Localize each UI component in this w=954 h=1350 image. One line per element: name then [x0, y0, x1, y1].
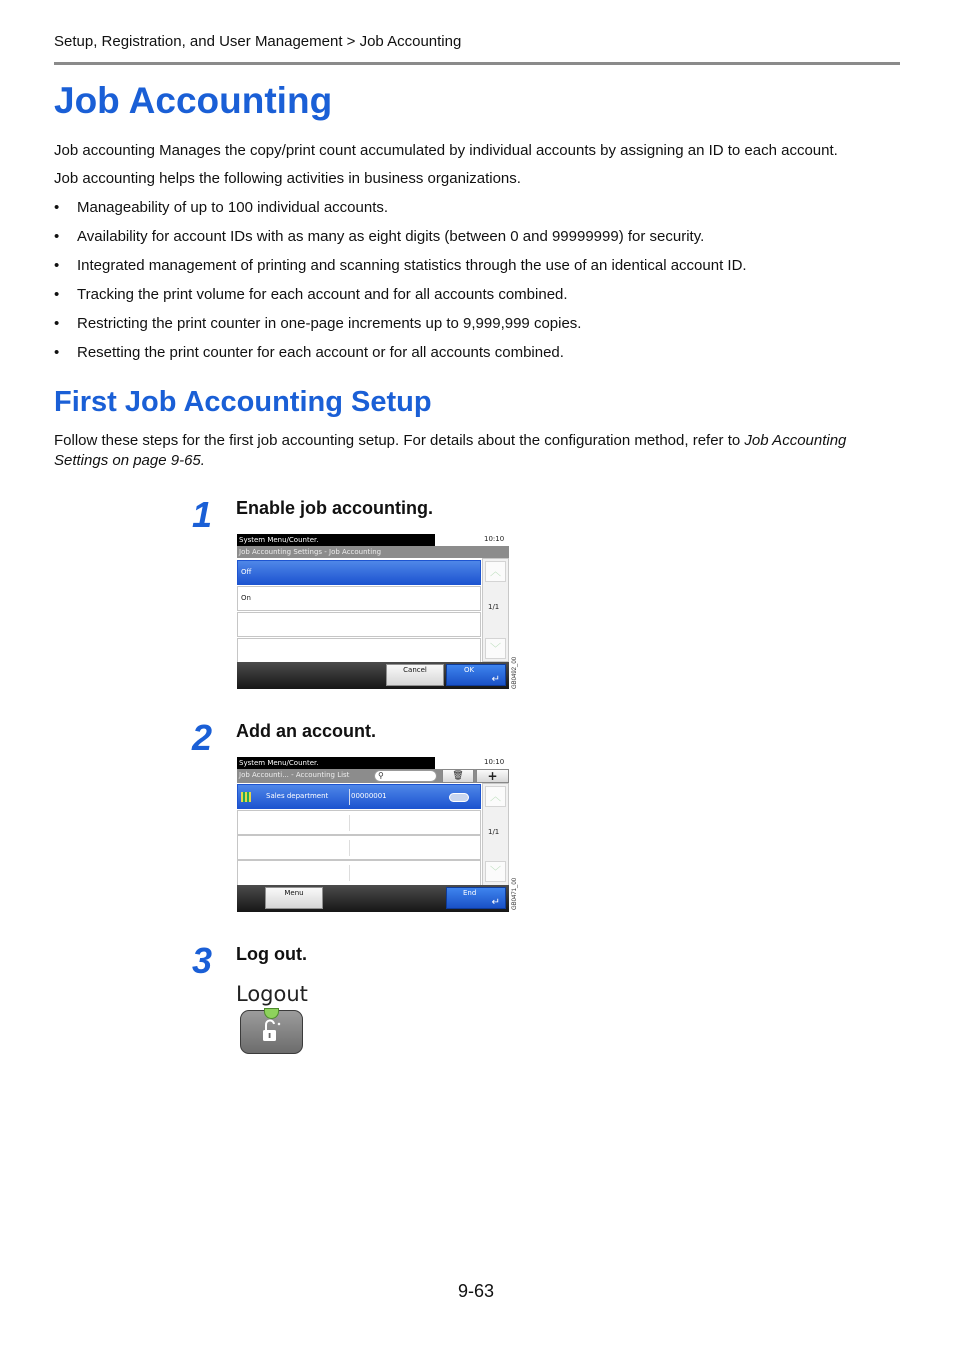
step-title: Enable job accounting. — [236, 498, 434, 518]
screen-subheader — [237, 769, 509, 783]
screen-footer — [237, 662, 509, 689]
step-number: 1 — [192, 494, 213, 535]
logout-key-label: Logout — [236, 982, 308, 1006]
section-title: First Job Accounting Setup — [54, 386, 432, 418]
detail-button[interactable] — [449, 793, 469, 802]
account-id: 00000001 — [351, 792, 387, 800]
enter-icon: ↵ — [491, 897, 500, 908]
cancel-button[interactable]: Cancel — [386, 664, 444, 686]
list-item-empty — [237, 810, 481, 835]
breadcrumb: Setup, Registration, and User Management > Job Accounting — [54, 33, 462, 50]
menu-button[interactable]: Menu — [265, 887, 323, 909]
screen-subheader-text: Job Accounti... - Accounting List — [239, 771, 350, 779]
bullet-dot: • — [54, 315, 60, 332]
bullet-dot: • — [54, 344, 60, 361]
page-indicator: 1/1 — [488, 828, 500, 836]
enter-icon: ↵ — [491, 674, 500, 685]
list-item-empty — [237, 612, 481, 637]
account-row[interactable] — [237, 784, 481, 809]
list-item-text: Resetting the print counter for each account or for all accounts combined. — [77, 344, 564, 361]
screen-time: 10:10 — [484, 535, 505, 543]
header-rule — [54, 62, 900, 65]
account-name: Sales department — [266, 792, 329, 800]
search-input[interactable] — [374, 770, 437, 782]
scrollbar[interactable] — [482, 783, 509, 887]
page-indicator: 1/1 — [488, 603, 500, 611]
list-item-text: Restricting the print counter in one-page increments up to 9,999,999 copies. — [77, 315, 582, 332]
list-item-empty — [237, 638, 481, 663]
ok-button[interactable] — [446, 664, 506, 686]
option-on[interactable]: On — [237, 586, 481, 611]
screen-time: 10:10 — [484, 758, 505, 766]
list-item-empty — [237, 835, 481, 860]
list-item-text: Availability for account IDs with as many as eight digits (between 0 and 99999999) for security. — [77, 228, 705, 245]
figure-code: GB0492_00 — [512, 656, 518, 689]
scroll-down-icon[interactable]: ﹀ — [485, 861, 506, 882]
intro-paragraph-1: Job accounting Manages the copy/print count accumulated by individual accounts by assigning an ID to each account. — [54, 142, 838, 159]
list-item-text: Tracking the print volume for each account and for all accounts combined. — [77, 286, 568, 303]
ok-label: OK — [464, 666, 475, 674]
section-intro — [54, 431, 904, 471]
step-title: Log out. — [236, 944, 307, 964]
scroll-down-icon[interactable]: ﹀ — [485, 638, 506, 659]
section-intro-end: . — [200, 452, 205, 469]
screen-header: System Menu/Counter. — [237, 757, 435, 769]
step-number: 2 — [192, 717, 213, 758]
end-button[interactable] — [446, 887, 506, 909]
accounting-list-screen — [237, 757, 509, 912]
scrollbar[interactable] — [482, 558, 509, 662]
screen-header: System Menu/Counter. — [237, 534, 435, 546]
step-number: 3 — [192, 940, 213, 981]
page-number: 9-63 — [458, 1281, 495, 1301]
scroll-up-icon[interactable]: ︿ — [485, 786, 506, 807]
step-title: Add an account. — [236, 721, 377, 741]
job-accounting-screen — [237, 534, 509, 689]
search-icon: ⚲ — [378, 771, 384, 780]
delete-icon[interactable]: 🗑 — [442, 769, 474, 783]
bullet-dot: • — [54, 199, 60, 216]
cross-reference-link[interactable]: Job Accounting Settings on page 9-65 — [54, 432, 847, 469]
list-item-text: Integrated management of printing and scanning statistics through the use of an identical account ID. — [77, 257, 747, 274]
account-icon — [241, 792, 251, 802]
list-item-empty — [237, 860, 481, 886]
scroll-up-icon[interactable]: ︿ — [485, 561, 506, 582]
add-icon[interactable]: + — [476, 769, 509, 783]
option-off[interactable]: Off — [237, 560, 481, 585]
screen-footer — [237, 885, 509, 912]
page-title: Job Accounting — [54, 80, 333, 121]
bullet-dot: • — [54, 286, 60, 303]
bullet-dot: • — [54, 257, 60, 274]
list-item-text: Manageability of up to 100 individual accounts. — [77, 199, 389, 216]
bullet-dot: • — [54, 228, 60, 245]
intro-paragraph-2: Job accounting helps the following activities in business organizations. — [54, 170, 521, 187]
screen-subheader: Job Accounting Settings - Job Accounting — [237, 546, 509, 558]
end-label: End — [463, 889, 477, 897]
section-intro-text: Follow these steps for the first job accounting setup. For details about the configuration method, refer to — [54, 432, 745, 449]
figure-code: GB0471_00 — [512, 877, 518, 910]
